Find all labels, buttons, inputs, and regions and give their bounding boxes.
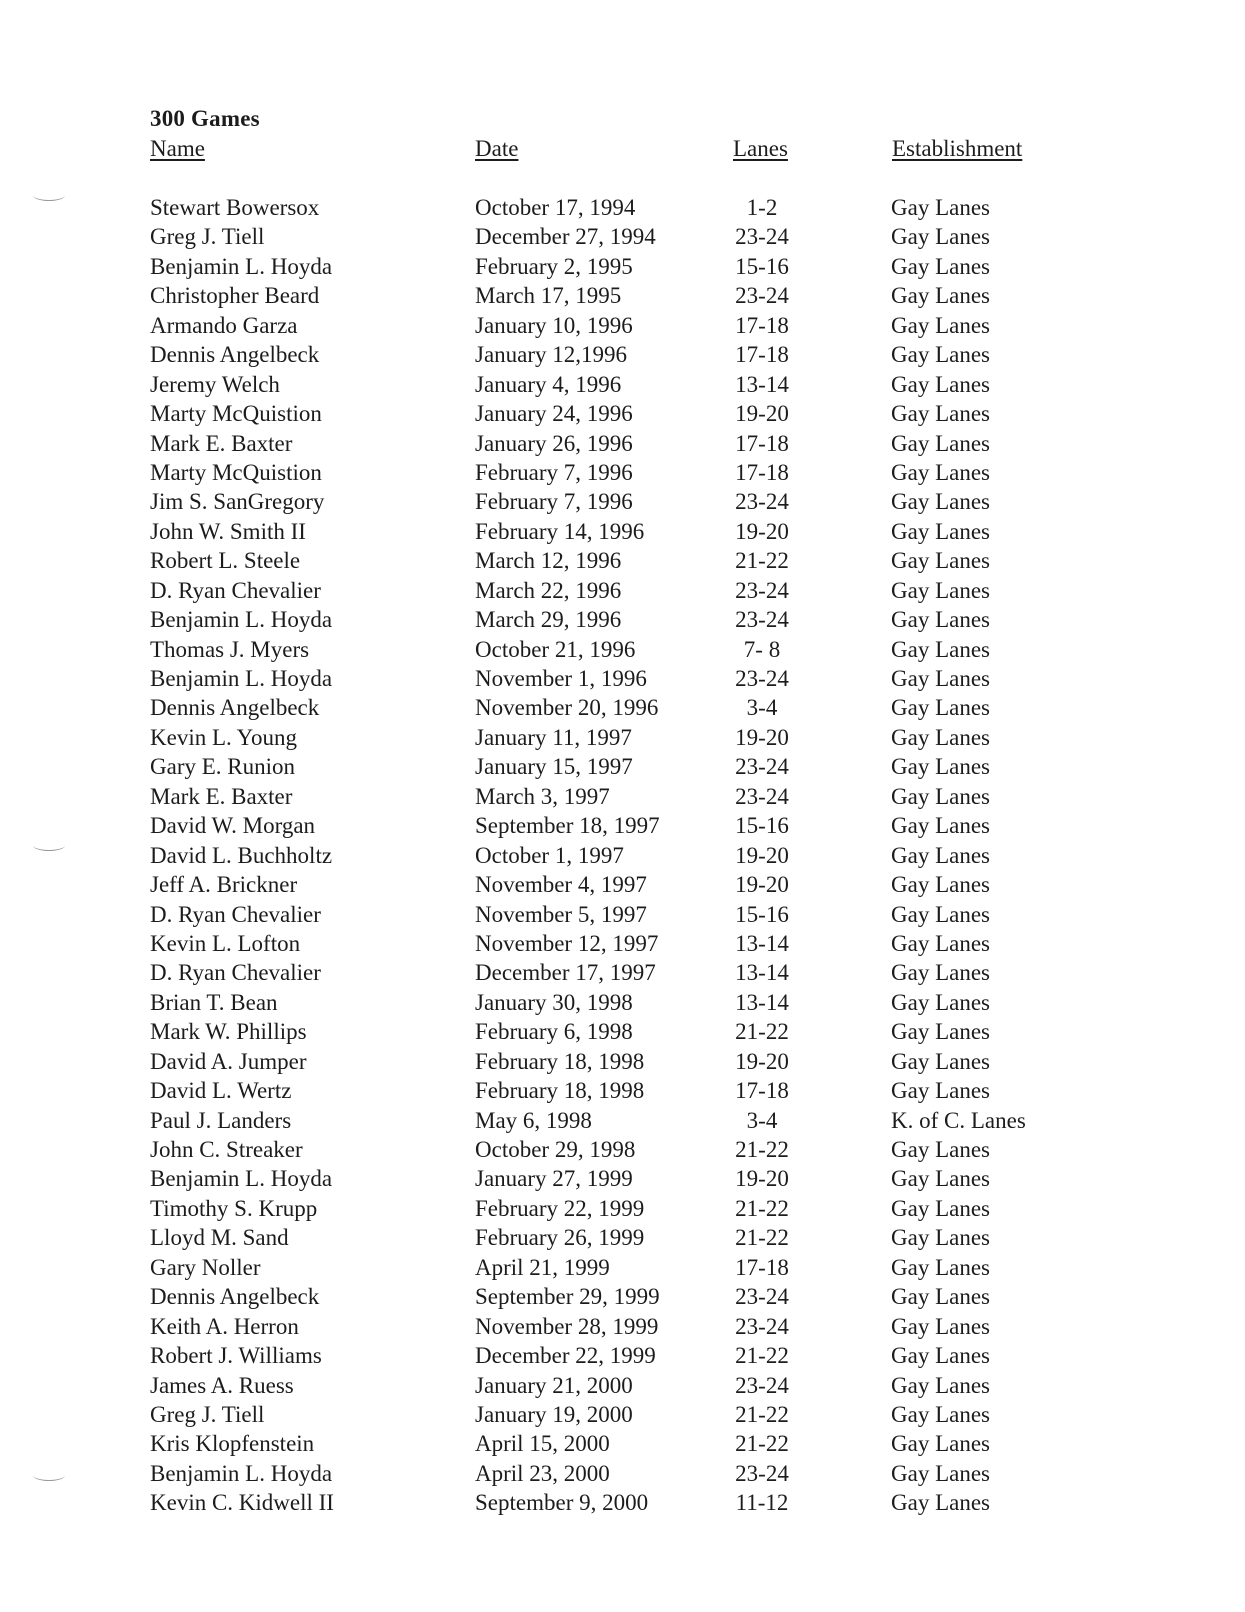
cell-lanes: 11-12 (735, 1490, 789, 1516)
cell-name: Kevin C. Kidwell II (150, 1490, 334, 1516)
table-row (0, 931, 1245, 960)
cell-name: Gary Noller (150, 1254, 261, 1280)
table-row (0, 1461, 1245, 1490)
table-row (0, 1343, 1245, 1372)
table-row (0, 1108, 1245, 1137)
cell-name: David L. Wertz (150, 1078, 292, 1104)
cell-lanes: 21-22 (735, 1343, 789, 1369)
cell-name: Marty McQuistion (150, 401, 322, 427)
cell-name: Jim S. SanGregory (150, 489, 325, 515)
cell-establishment: Gay Lanes (891, 724, 990, 750)
cell-date: February 26, 1999 (475, 1225, 645, 1251)
cell-name: Marty McQuistion (150, 459, 322, 485)
cell-date: February 2, 1995 (475, 253, 633, 279)
column-header-date: Date (475, 136, 519, 161)
cell-establishment: Gay Lanes (891, 1195, 990, 1221)
cell-lanes: 19-20 (735, 518, 789, 544)
table-row (0, 1373, 1245, 1402)
cell-date: December 27, 1994 (475, 224, 656, 250)
table-row (0, 784, 1245, 813)
cell-establishment: Gay Lanes (891, 901, 990, 927)
table-row (0, 431, 1245, 460)
cell-lanes: 17-18 (735, 459, 789, 485)
cell-establishment: Gay Lanes (891, 872, 990, 898)
cell-date: May 6, 1998 (475, 1107, 592, 1133)
cell-date: September 18, 1997 (475, 813, 660, 839)
cell-lanes: 19-20 (735, 842, 789, 868)
cell-date: April 15, 2000 (475, 1431, 610, 1457)
table-row (0, 1490, 1245, 1519)
cell-date: February 6, 1998 (475, 1019, 633, 1045)
cell-date: January 4, 1996 (475, 371, 622, 397)
table-row (0, 1225, 1245, 1254)
cell-name: Keith A. Herron (150, 1313, 299, 1339)
cell-date: March 22, 1996 (475, 577, 622, 603)
table-row (0, 902, 1245, 931)
table-row (0, 313, 1245, 342)
cell-establishment: Gay Lanes (891, 1048, 990, 1074)
cell-date: February 14, 1996 (475, 518, 645, 544)
table-row (0, 195, 1245, 224)
cell-date: October 29, 1998 (475, 1137, 636, 1162)
cell-name: Dennis Angelbeck (150, 1284, 320, 1310)
cell-name: Christopher Beard (150, 283, 320, 309)
cell-lanes: 1-2 (746, 195, 778, 220)
cell-lanes: 23-24 (735, 783, 789, 809)
cell-name: John C. Streaker (150, 1137, 303, 1162)
cell-name: Timothy S. Krupp (150, 1195, 318, 1221)
cell-establishment: Gay Lanes (891, 253, 990, 279)
cell-establishment: Gay Lanes (891, 1372, 990, 1398)
table-row (0, 1255, 1245, 1284)
cell-name: Lloyd M. Sand (150, 1225, 289, 1251)
cell-establishment: Gay Lanes (891, 1460, 990, 1486)
cell-name: Greg J. Tiell (150, 224, 265, 250)
cell-name: James A. Ruess (150, 1372, 294, 1398)
cell-name: Kris Klopfenstein (150, 1431, 315, 1457)
cell-name: Benjamin L. Hoyda (150, 607, 333, 633)
cell-name: Mark E. Baxter (150, 430, 293, 456)
cell-establishment: Gay Lanes (891, 342, 990, 368)
cell-date: January 21, 2000 (475, 1372, 633, 1398)
cell-lanes: 13-14 (735, 989, 789, 1015)
cell-date: January 27, 1999 (475, 1166, 633, 1192)
cell-lanes: 23-24 (735, 1372, 789, 1398)
cell-name: Brian T. Bean (150, 989, 278, 1015)
cell-lanes: 23-24 (735, 754, 789, 780)
cell-name: Kevin L. Lofton (150, 930, 301, 956)
cell-name: Dennis Angelbeck (150, 695, 320, 721)
cell-establishment: Gay Lanes (891, 930, 990, 956)
cell-date: March 12, 1996 (475, 548, 622, 574)
table-row (0, 725, 1245, 754)
cell-name: Robert J. Williams (150, 1343, 322, 1369)
cell-name: David W. Morgan (150, 813, 316, 839)
cell-lanes: 17-18 (735, 430, 789, 456)
cell-name: Benjamin L. Hoyda (150, 1166, 333, 1192)
cell-lanes: 23-24 (735, 607, 789, 633)
games-list (0, 195, 1245, 1520)
table-row (0, 1284, 1245, 1313)
cell-lanes: 23-24 (735, 224, 789, 250)
cell-name: Benjamin L. Hoyda (150, 666, 333, 691)
cell-name: Dennis Angelbeck (150, 342, 320, 368)
table-row (0, 1196, 1245, 1225)
table-row (0, 813, 1245, 842)
cell-date: January 26, 1996 (475, 430, 633, 456)
cell-date: April 23, 2000 (475, 1460, 610, 1486)
cell-establishment: Gay Lanes (891, 312, 990, 338)
cell-establishment: Gay Lanes (891, 430, 990, 456)
cell-date: November 20, 1996 (475, 695, 659, 721)
cell-name: Armando Garza (150, 312, 298, 338)
cell-lanes: 17-18 (735, 312, 789, 338)
cell-name: David L. Buchholtz (150, 842, 333, 868)
table-row (0, 1402, 1245, 1431)
cell-lanes: 19-20 (735, 1048, 789, 1074)
cell-date: January 30, 1998 (475, 989, 633, 1015)
cell-establishment: Gay Lanes (891, 1019, 990, 1045)
cell-date: November 5, 1997 (475, 901, 647, 927)
table-row (0, 960, 1245, 989)
cell-establishment: Gay Lanes (891, 577, 990, 603)
table-row (0, 224, 1245, 253)
table-row (0, 843, 1245, 872)
cell-date: February 18, 1998 (475, 1078, 645, 1104)
cell-establishment: Gay Lanes (891, 518, 990, 544)
cell-lanes: 13-14 (735, 960, 789, 986)
cell-lanes: 23-24 (735, 1313, 789, 1339)
cell-establishment: Gay Lanes (891, 989, 990, 1015)
cell-date: February 7, 1996 (475, 489, 633, 515)
cell-name: Jeremy Welch (150, 371, 280, 397)
cell-name: Benjamin L. Hoyda (150, 253, 333, 279)
table-row (0, 607, 1245, 636)
cell-establishment: Gay Lanes (891, 1225, 990, 1251)
cell-name: Stewart Bowersox (150, 195, 320, 220)
cell-establishment: Gay Lanes (891, 1313, 990, 1339)
table-row (0, 578, 1245, 607)
cell-establishment: Gay Lanes (891, 1137, 990, 1162)
cell-date: January 12,1996 (475, 342, 628, 368)
table-row (0, 1078, 1245, 1107)
cell-date: November 4, 1997 (475, 872, 647, 898)
cell-date: March 17, 1995 (475, 283, 622, 309)
cell-date: October 17, 1994 (475, 195, 636, 220)
cell-establishment: Gay Lanes (891, 1343, 990, 1369)
cell-name: Jeff A. Brickner (150, 872, 298, 898)
cell-date: January 15, 1997 (475, 754, 633, 780)
cell-lanes: 15-16 (735, 253, 789, 279)
cell-establishment: Gay Lanes (891, 813, 990, 839)
table-row (0, 872, 1245, 901)
cell-date: December 17, 1997 (475, 960, 656, 986)
table-row (0, 1137, 1245, 1166)
cell-name: Paul J. Landers (150, 1107, 292, 1133)
table-row (0, 754, 1245, 783)
table-row (0, 1019, 1245, 1048)
cell-name: Kevin L. Young (150, 724, 297, 750)
table-row (0, 990, 1245, 1019)
cell-establishment: Gay Lanes (891, 1166, 990, 1192)
cell-lanes: 19-20 (735, 724, 789, 750)
table-row (0, 695, 1245, 724)
cell-establishment: Gay Lanes (891, 548, 990, 574)
cell-establishment: Gay Lanes (891, 1254, 990, 1280)
table-row (0, 548, 1245, 577)
page-title: 300 Games (150, 106, 260, 131)
cell-lanes: 21-22 (735, 1401, 789, 1427)
cell-lanes: 21-22 (735, 1137, 789, 1162)
cell-date: January 19, 2000 (475, 1401, 633, 1427)
cell-lanes: 15-16 (735, 901, 789, 927)
cell-lanes: 23-24 (735, 1460, 789, 1486)
table-row (0, 342, 1245, 371)
table-row (0, 1431, 1245, 1460)
column-header-lanes: Lanes (733, 136, 788, 161)
cell-name: Greg J. Tiell (150, 1401, 265, 1427)
cell-date: December 22, 1999 (475, 1343, 656, 1369)
table-row (0, 254, 1245, 283)
cell-date: March 3, 1997 (475, 783, 610, 809)
table-row (0, 372, 1245, 401)
cell-lanes: 7- 8 (743, 636, 781, 662)
cell-lanes: 17-18 (735, 1078, 789, 1104)
cell-lanes: 17-18 (735, 342, 789, 368)
cell-date: February 22, 1999 (475, 1195, 645, 1221)
cell-lanes: 23-24 (735, 1284, 789, 1310)
table-row (0, 1314, 1245, 1343)
cell-name: David A. Jumper (150, 1048, 307, 1074)
table-row (0, 401, 1245, 430)
cell-date: October 21, 1996 (475, 636, 636, 662)
cell-establishment: Gay Lanes (891, 842, 990, 868)
table-row (0, 1049, 1245, 1078)
cell-establishment: Gay Lanes (891, 666, 990, 691)
cell-lanes: 3-4 (746, 1107, 778, 1133)
column-header-establishment: Establishment (892, 136, 1023, 161)
cell-lanes: 13-14 (735, 930, 789, 956)
cell-date: February 18, 1998 (475, 1048, 645, 1074)
table-row (0, 489, 1245, 518)
cell-date: February 7, 1996 (475, 459, 633, 485)
cell-establishment: Gay Lanes (891, 401, 990, 427)
cell-establishment: Gay Lanes (891, 960, 990, 986)
cell-establishment: Gay Lanes (891, 371, 990, 397)
table-row (0, 666, 1245, 695)
cell-lanes: 21-22 (735, 1195, 789, 1221)
cell-lanes: 23-24 (735, 489, 789, 515)
cell-name: D. Ryan Chevalier (150, 960, 321, 986)
cell-lanes: 21-22 (735, 1431, 789, 1457)
table-row (0, 1166, 1245, 1195)
cell-lanes: 17-18 (735, 1254, 789, 1280)
cell-name: Mark W. Phillips (150, 1019, 307, 1045)
cell-date: October 1, 1997 (475, 842, 624, 868)
cell-establishment: Gay Lanes (891, 195, 990, 220)
column-header-name: Name (150, 136, 205, 161)
cell-lanes: 21-22 (735, 1225, 789, 1251)
cell-date: January 11, 1997 (475, 724, 632, 750)
cell-establishment: Gay Lanes (891, 1078, 990, 1104)
cell-name: John W. Smith II (150, 518, 306, 544)
cell-establishment: Gay Lanes (891, 489, 990, 515)
cell-establishment: Gay Lanes (891, 1284, 990, 1310)
cell-date: September 9, 2000 (475, 1490, 649, 1516)
table-row (0, 637, 1245, 666)
cell-lanes: 23-24 (735, 283, 789, 309)
cell-establishment: Gay Lanes (891, 459, 990, 485)
cell-lanes: 21-22 (735, 1019, 789, 1045)
cell-date: January 10, 1996 (475, 312, 633, 338)
cell-establishment: K. of C. Lanes (891, 1107, 1026, 1133)
cell-name: Gary E. Runion (150, 754, 296, 780)
cell-lanes: 23-24 (735, 666, 789, 691)
cell-date: April 21, 1999 (475, 1254, 610, 1280)
cell-establishment: Gay Lanes (891, 754, 990, 780)
cell-date: November 12, 1997 (475, 930, 659, 956)
cell-name: Benjamin L. Hoyda (150, 1460, 333, 1486)
cell-establishment: Gay Lanes (891, 1401, 990, 1427)
cell-establishment: Gay Lanes (891, 1490, 990, 1516)
cell-date: November 1, 1996 (475, 666, 647, 691)
cell-establishment: Gay Lanes (891, 636, 990, 662)
cell-lanes: 3-4 (746, 695, 778, 721)
cell-name: Mark E. Baxter (150, 783, 293, 809)
cell-name: D. Ryan Chevalier (150, 901, 321, 927)
cell-establishment: Gay Lanes (891, 695, 990, 721)
table-row (0, 519, 1245, 548)
cell-lanes: 19-20 (735, 872, 789, 898)
cell-lanes: 21-22 (735, 548, 789, 574)
cell-lanes: 19-20 (735, 1166, 789, 1192)
cell-date: November 28, 1999 (475, 1313, 659, 1339)
cell-name: Thomas J. Myers (150, 636, 310, 662)
cell-lanes: 15-16 (735, 813, 789, 839)
table-row (0, 283, 1245, 312)
cell-date: March 29, 1996 (475, 607, 622, 633)
cell-lanes: 19-20 (735, 401, 789, 427)
cell-date: September 29, 1999 (475, 1284, 660, 1310)
cell-lanes: 13-14 (735, 371, 789, 397)
table-row (0, 460, 1245, 489)
cell-establishment: Gay Lanes (891, 1431, 990, 1457)
cell-establishment: Gay Lanes (891, 224, 990, 250)
cell-establishment: Gay Lanes (891, 283, 990, 309)
cell-lanes: 23-24 (735, 577, 789, 603)
cell-establishment: Gay Lanes (891, 783, 990, 809)
cell-name: Robert L. Steele (150, 548, 301, 574)
cell-establishment: Gay Lanes (891, 607, 990, 633)
cell-name: D. Ryan Chevalier (150, 577, 321, 603)
cell-date: January 24, 1996 (475, 401, 633, 427)
